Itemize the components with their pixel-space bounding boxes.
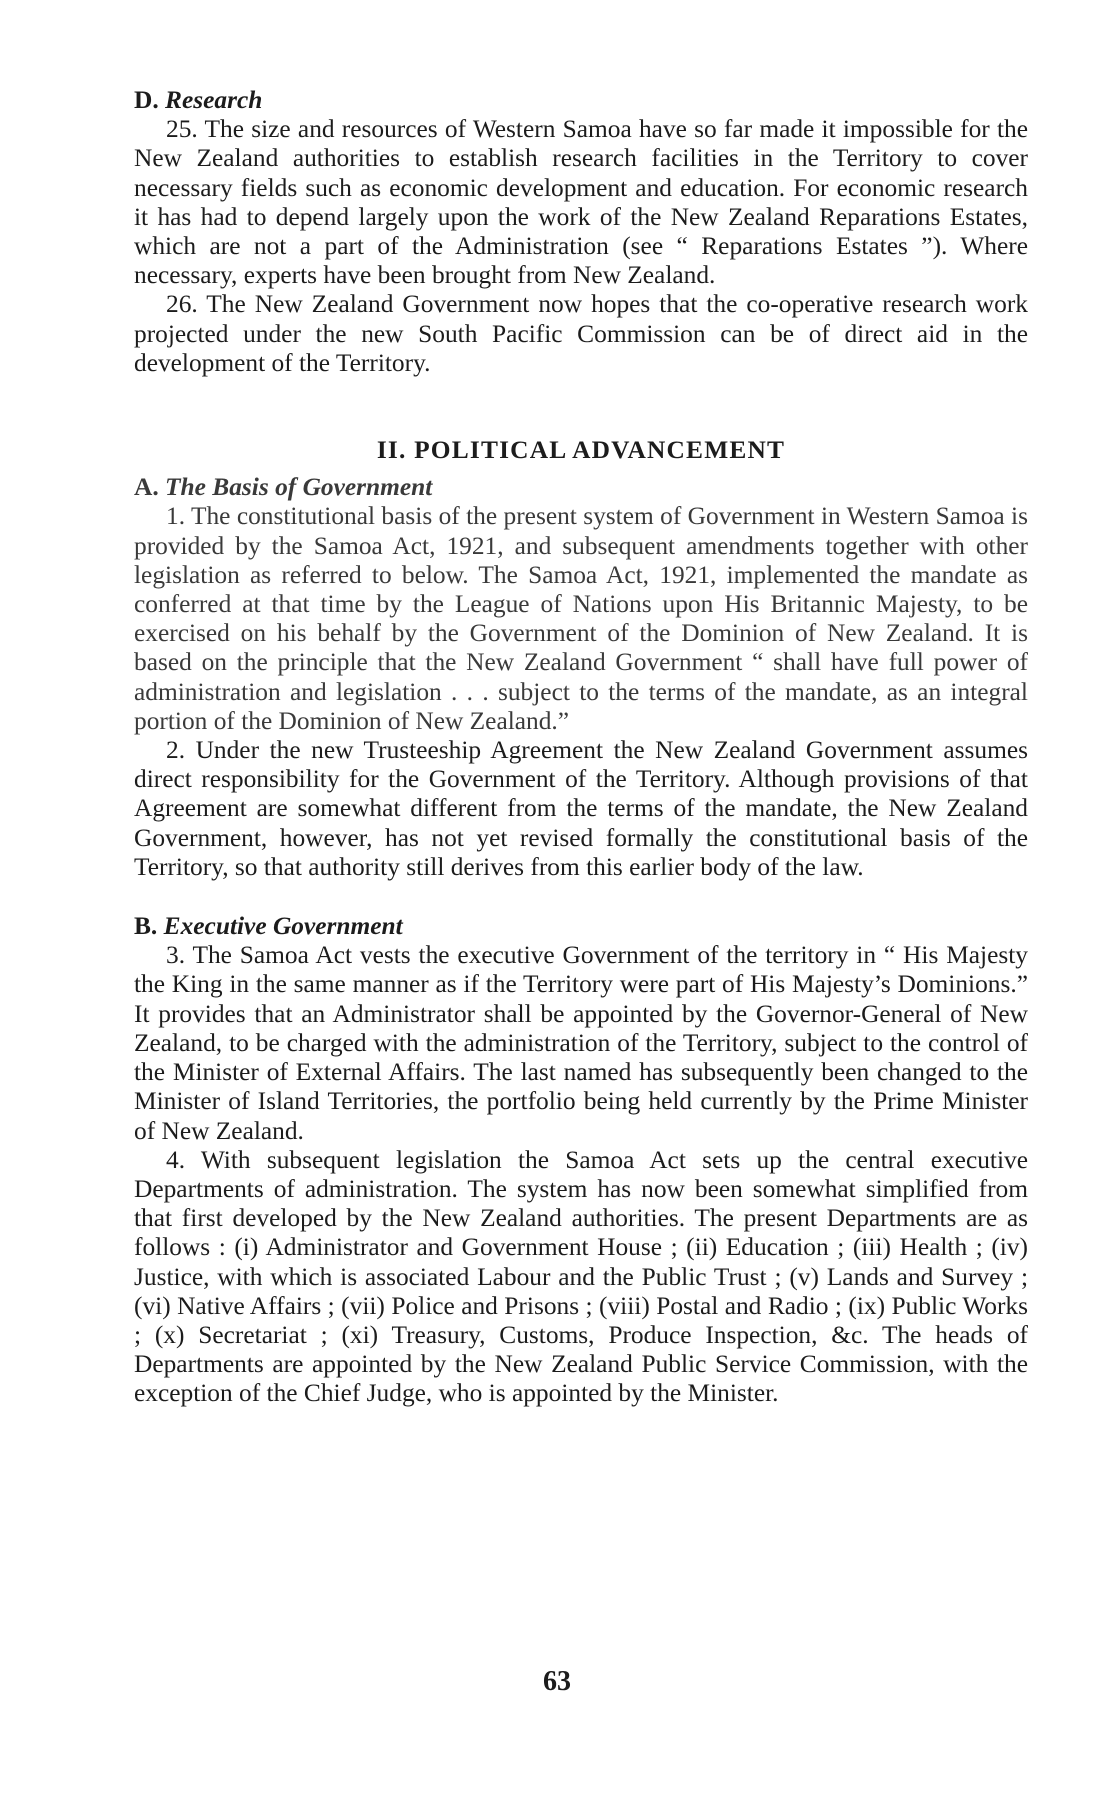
section-letter: A. (134, 473, 159, 502)
spacer (134, 882, 1028, 912)
paragraph-1: 1. The constitutional basis of the present system of Government in Western Samoa is provided by the Samoa Act, 1921, and subsequent amendments together with other legislation as referred to below. The Samoa Act, 1921, implemented the mandate as conferred at that time by the League of Nations upon His Britannic Majesty, to be exercised on his behalf by the Government of the Dominion of New Zealand. It is based on the principle that the New Zealand Government “ shall have full power of administration and legislation . . . subject to the terms of the mandate, as an integral portion of the Dominion of New Zealand.” (134, 502, 1028, 735)
part-title: II. POLITICAL ADVANCEMENT (376, 436, 786, 465)
section-heading-basis-of-government (134, 473, 1028, 502)
section-letter: D. (134, 86, 159, 114)
section-title: Research (165, 86, 263, 114)
document-page (134, 86, 1028, 1409)
paragraph-4: 4. With subsequent legislation the Samoa Act sets up the central executive Departments of administration. The system has now been somewhat simplified from that first developed by the New Zealand authorities. The present Departments are as follows : (i) Administrator and Government House ; (ii) Education ; (iii) Health ; (iv) Justice, with which is associated Labour and the Public Trust ; (v) Lands and Survey ; (vi) Native Affairs ; (vii) Police and Prisons ; (viii) Postal and Radio ; (ix) Public Works ; (x) Secretariat ; (xi) Treasury, Customs, Produce Inspection, &c. The heads of Departments are appointed by the New Zealand Public Service Commission, with the exception of the Chief Judge, who is appointed by the Minister. (134, 1145, 1028, 1408)
section-title: Executive Government (163, 912, 403, 941)
paragraph-3: 3. The Samoa Act vests the executive Government of the territory in “ His Majesty the King in the same manner as if the Territory were part of His Majesty’s Dominions.” It provides that an Administrator shall be appointed by the Governor-General of New Zealand, to be charged with the administration of the Territory, subject to the control of the Minister of External Affairs. The last named has subsequently been changed to the Minister of Island Territories, the portfolio being held currently by the Prime Minister of New Zealand. (134, 941, 1028, 1145)
page-number: 63 (543, 1666, 571, 1697)
section-title: The Basis of Government (165, 473, 433, 502)
paragraph-2: 2. Under the new Trusteeship Agreement the New Zealand Government assumes direct responsibility for the Government of the Territory. Although provisions of that Agreement are somewhat different from the terms of the mandate, the New Zealand Government, however, has not yet revised formally the constitutional basis of the Territory, so that authority still derives from this earlier body of the law. (134, 736, 1028, 881)
section-heading-executive-government (134, 912, 1028, 941)
paragraph-26: 26. The New Zealand Government now hopes that the co-operative research work projected under the new South Pacific Commission can be of direct aid in the development of the Territory. (134, 290, 1028, 377)
section-letter: B. (134, 912, 158, 941)
spacer (134, 378, 1028, 436)
section-heading-research (134, 86, 1028, 115)
paragraph-25: 25. The size and resources of Western Samoa have so far made it impossible for the New Zealand authorities to establish research facilities in the Territory to cover necessary fields such as economic development and education. For economic research it has had to depend largely upon the work of the New Zealand Reparations Estates, which are not a part of the Administration (see “ Reparations Estates ”). Where necessary, experts have been brought from New Zealand. (134, 115, 1028, 290)
